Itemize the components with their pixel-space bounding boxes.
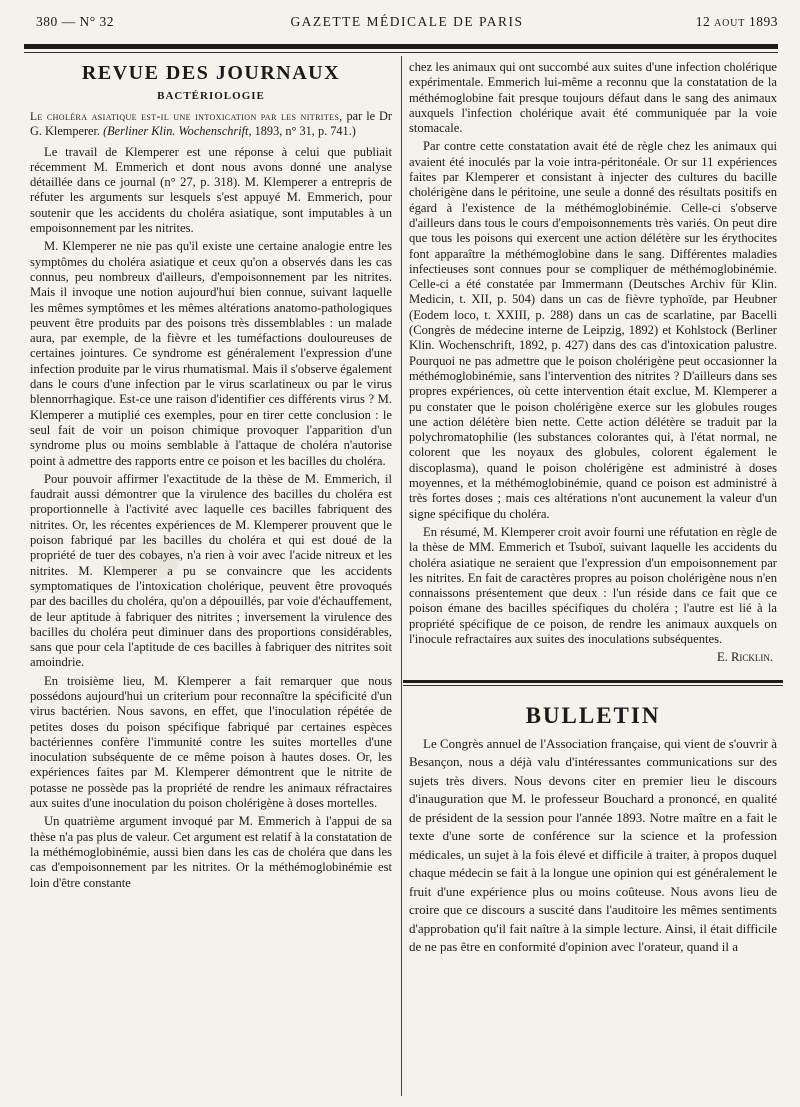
column-divider <box>401 56 402 1096</box>
date-year: 1893 <box>749 14 778 29</box>
left-column <box>30 60 392 891</box>
article-author: par le Dr G. Klemperer. <box>30 108 392 139</box>
section-rule-thick <box>403 680 783 683</box>
article-heading <box>30 109 392 139</box>
bulletin-section <box>409 702 777 957</box>
right-column <box>409 60 777 957</box>
paragraph: Le travail de Klemperer est une réponse à celui que publiait récemment M. Emmerich et dont nous avons donné une analyse détaillée dans ce journal (n° 27, p. 318). M. Klemperer a entrepris de réfuter les arguments sur lesquels s'est appuyé M. Emmerich, pour soutenir que les accidents du choléra asiatique, sont imputables à un empoisonnement par les nitrites. <box>30 144 392 236</box>
article-title: Le choléra asiatique est-il une intoxication par les nitrites, <box>30 110 343 123</box>
date-month: AOUT <box>714 18 746 29</box>
rubric-label: BACTÉRIOLOGIE <box>157 90 265 103</box>
issue-date <box>696 14 778 30</box>
paragraph: Par contre cette constatation avait été de règle chez les animaux qui avaient été inoculés par la voie intra-péritonéale. Or sur 11 expériences faites par Klemperer et consistant à injecter des cultures du bacille cholérigène dans le péritoine, une seule a donné des résultats positifs en égard à l'existence de la méthémoglobinémie. Celle-ci s'observe d'ailleurs dans tous le cours d'empoisonnements très variés. On peut dire que tous les poisons qui exercent une action délétère sur les érythocites font apparaître la méthémoglobine dans le sang. Différentes maladies infectieuses sont connues pour se compliquer de méthémoglobinémie. Celle-ci a été constatée par Immermann (Deutsches Archiv für Klin. Medicin, t. XII, p. 504) dans un cas de fièvre typhoïde, par Heubner (Eodem loco, t. XXIII, p. 288) dans un cas de scarlatine, par Bacelli (Congrès de médecine interne de Leipzig, 1892) et Kohlstock (Berliner Klin. Wochenschrift, 1892, p. 427) dans des cas d'intoxication palustre. Pourquoi ne pas admettre que le poison cholérigène peut occasionner la méthémoglobinémie, sans l'intervention des nitrites ? D'ailleurs dans ses propres expériences, où cette intervention était exclue, M. Klemperer a pu constater que le poison cholérigène exerce sur les globules rouges une action délétère bien nette. Cette action délétère se traduit par la polychromatophilie (les substances colorantes qui, à l'état normal, ne colorent que les noyaux des globules, colorent également le discoplasma), quand le poison cholérigène est administré à doses moyennes, et la méthémoglobinémie, quand ce poison est administré à très fortes doses ; mais ces altérations n'ont aucunement la valeur d'un signe spécifique du choléra. <box>409 139 777 521</box>
journal-title: GAZETTE MÉDICALE DE PARIS <box>290 14 524 29</box>
paragraph: Pour pouvoir affirmer l'exactitude de la thèse de M. Emmerich, il faudrait aussi démontrer que la virulence des bacilles du choléra est proportionnelle à l'activité avec laquelle ces bacilles fabriquent des nitrites. Or, les récentes expériences de M. Klemperer prouvent que le poison fabriqué par les bacilles du choléra et qui est doué de la propriété de tuer des cobayes, n'a rien à voir avec l'acide nitreux et les nitrites. M. Klemperer a pu se convaincre que les accidents symptomatiques de l'intoxication cholérique, peuvent être provoqués par des bacilles du choléra, qu'on a dépouillés, par voie d'échauffement, de leur aptitude à fabriquer des nitrites ; inversement la virulence des bacilles du choléra peut diminuer dans des proportions considérables, sans que pour cela l'aptitude de ces bacilles à fabriquer des nitrites soit amoindrie. <box>30 471 392 670</box>
header-rule-thick <box>24 44 778 49</box>
article-ref: 1893, n° 31, p. 741.) <box>251 124 356 139</box>
paragraph: En résumé, M. Klemperer croit avoir fourni une réfutation en règle de la thèse de MM. Emmerich et Tsuboï, suivant laquelle les accidents du choléra asiatique ne seraient que l'expression d'un empoisonnement par les nitrites. En fait de caractères propres au poison cholérigène nous n'en connaissons présentement que deux : l'un réside dans ce fait que ce poison émane des bacilles spécifiques du choléra ; l'autre est lié à la propriété spécifique de ce poison, de rendre les animaux auxquels on l'inocule refractaires aux suites des inoculations subséquentes. <box>409 524 777 646</box>
article-source: (Berliner Klin. Wochenschrift, <box>103 124 252 139</box>
date-day: 12 <box>695 14 711 29</box>
header-rule-thin <box>24 52 778 53</box>
author-signature: E. Ricklin. <box>716 650 773 665</box>
paragraph-continued: chez les animaux qui ont succombé aux suites d'une infection cholérique expérimentale. Emmerich lui-même a reconnu que la constatation de la méthémoglobine fait presque toujours défaut dans le sang des animaux auxquels l'infection cholérique avait été communiquée par la voie stomacale. <box>409 60 777 136</box>
section-title: REVUE DES JOURNAUX <box>81 62 341 84</box>
page-number: 380 — N° 32 <box>36 14 115 29</box>
paragraph: Un quatrième argument invoqué par M. Emmerich à l'appui de sa thèse n'a pas plus de valeur. Cet argument est relatif à la constatation de la méthémoglobinémie, aussi bien dans les cas de choléra que dans les cas d'empoisonnement par les nitrites. Or la méthémoglobinémie est loin d'être constante <box>30 814 392 890</box>
running-header <box>36 14 778 36</box>
bulletin-paragraph: Le Congrès annuel de l'Association française, qui vient de s'ouvrir à Besançon, nous a déjà valu d'intéressantes communications sur des sujets très divers. Nous devons citer en premier lieu le discours d'inauguration que M. le professeur Bouchard a prononcé, en qualité de président de la session pour l'année 1893. Notre maître en a fait le texte d'une sorte de conférence sur la science et la profession médicales, un sujet à la fois élevé et difficile à traiter, à propos duquel chaque médecin se fait à la longue une opinion qui est généralement le fruit d'une expérience plus ou moins coûteuse. Nous avons lieu de croire que ce discours a suscité dans l'auditoire les mêmes sentiments d'approbation qu'il fait naître à la simple lecture. Ainsi, il était difficile de ne pas être en conformité d'opinion avec l'orateur, quand il a <box>409 735 777 955</box>
paragraph: M. Klemperer ne nie pas qu'il existe une certaine analogie entre les symptômes du choléra asiatique et ceux qu'on a observés dans les cas connus, peu nombreux d'ailleurs, d'empoisonnement par les nitrites. Mais il invoque une notion aujourd'hui bien connue, suivant laquelle les mêmes symptômes et les mêmes altérations anatomo-pathologiques peuvent être produits par des poisons très dissemblables : un malade aura, par exemple, de la fièvre et les tuméfactions douloureuses de certaines jointures. Ce syndrome est généralement l'expression d'une infection produite par le virus rhumatismal. Mais il s'observe également dans le cours d'une infection par le virus scarlatineux ou par le virus blennorrhagique. Est-ce une raison d'identifier ces différents virus ? M. Klemperer a mutiplié ces exemples, pour en tirer cette conclusion : le seul fait de voir un poison chimique provoquer l'apparition d'un syndrome plus ou moins semblable à l'attaque de choléra n'autorise point à admettre des rapports entre ce poison et les bacilles du choléra. <box>30 239 392 468</box>
bulletin-title: BULLETIN <box>525 702 661 728</box>
paragraph: En troisième lieu, M. Klemperer a fait remarquer que nous possédons aujourd'hui un criterium pour reconnaître la spécificité d'un virus bactérien. Nous savons, en effet, que l'inoculation répétée de petites doses du poison spécifique fabriqué par certaines espèces bactériennes confère l'immunité contre les suites mortelles d'une inoculation subséquente de ce même poison à hautes doses. Or, les expériences faites par M. Klemperer démontrent que le nitrite de potasse ne possède pas la propriété de rendre les animaux réfractaires aux suites d'une inoculation du poison cholérigène à doses mortelles. <box>30 673 392 811</box>
section-rule-thin <box>403 685 783 686</box>
